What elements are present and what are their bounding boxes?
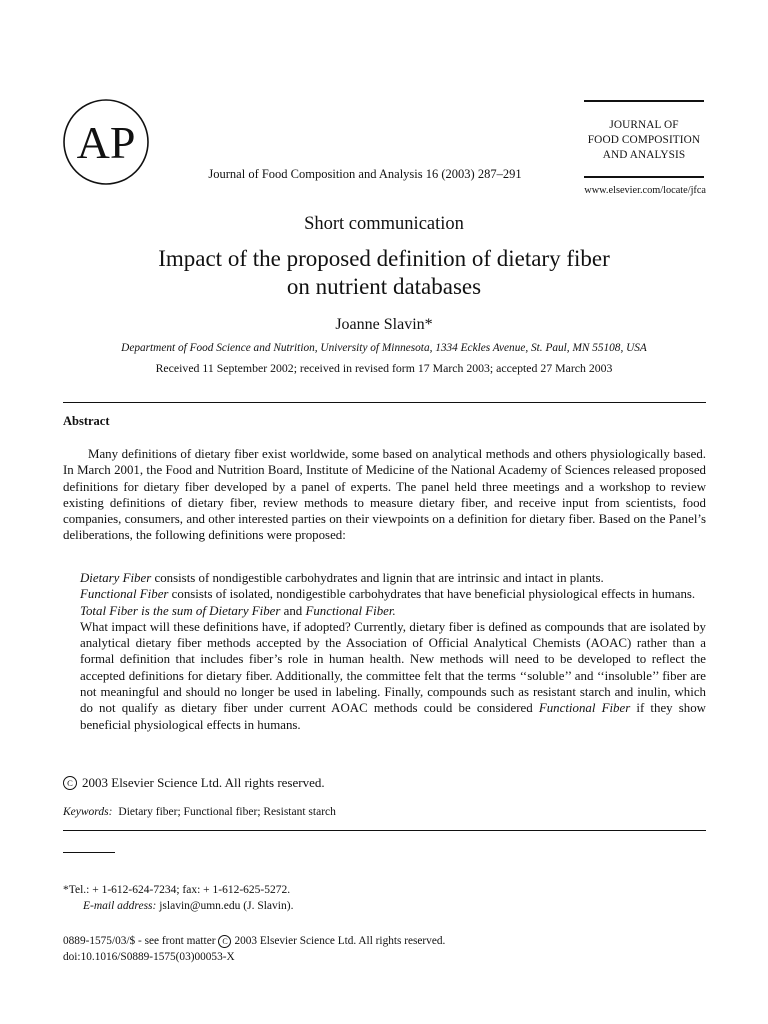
para2-a: What impact will these definitions have, if adopted? Currently, dietary fiber is defined as compounds that are isolated by analytical dietary fiber methods accepted by the Association of Official Analytical Chemists (AOAC) rather than a formal definition that includes fiber’s role in human health. New methods will need to be developed to reflect the accepted definitions for dietary fiber. Additionally, the committee felt that the terms ‘‘soluble’’ and ‘‘insoluble’’ fiber are not meaningful and should no longer be used in labeling. Finally, compounds such as resistant starch and inulin, which do not qualify as dietary fiber under current AOAC methods could be considered: [80, 619, 706, 716]
abstract-paragraph: [63, 446, 706, 544]
publisher-logo: [62, 98, 150, 186]
def3-term-b: Functional Fiber.: [305, 603, 396, 618]
keywords-list: Dietary fiber; Functional fiber; Resistant starch: [118, 806, 336, 818]
keywords: [63, 806, 336, 818]
def2-text: consists of isolated, nondigestible carbohydrates that have beneficial physiological effects in humans.: [168, 587, 696, 602]
def3-pre: Total Fiber is the sum of: [80, 603, 210, 618]
article-dates: Received 11 September 2002; received in revised form 17 March 2003; accepted 27 March 2003: [155, 361, 613, 375]
def3-term-a: Dietary Fiber: [209, 603, 281, 618]
def2-term: Functional Fiber: [80, 587, 169, 602]
logo-lettering: AP: [76, 117, 136, 168]
def1-text: consists of nondigestible carbohydrates and lignin that are intrinsic and intact in plants.: [151, 571, 604, 585]
article-title-line2: on nutrient databases: [286, 274, 482, 299]
definitions-block: [80, 570, 706, 733]
abstract-copyright: [63, 775, 325, 791]
journal-citation: Journal of Food Composition and Analysis 16 (2003) 287–291: [208, 167, 522, 181]
definition-dietary-fiber: [80, 570, 706, 586]
definition-functional-fiber: [80, 586, 706, 602]
page-footer: [63, 933, 445, 965]
author-name: Joanne Slavin*: [335, 316, 433, 333]
footnote: [63, 882, 293, 914]
article-title-line1: Impact of the proposed definition of dietary fiber: [158, 246, 610, 271]
abstract-top-rule: [63, 402, 706, 403]
footer-doi[interactable]: doi:10.1016/S0889-1575(03)00053-X: [63, 951, 235, 963]
abstract-para1-text: Many definitions of dietary fiber exist worldwide, some based on analytical methods and others physiologically based. In March 2001, the Food and Nutrition Board, Institute of Medicine of the National Academy of Sciences released proposed definitions for dietary fiber developed by a panel of experts. The panel held three meetings and a workshop to review existing definitions of dietary fiber, review methods to measure dietary fiber, and receive input from scientists, food companies, consumers, and other interested parties on their viewpoints on a definition for dietary fiber. Based on the Panel’s deliberations, the following definitions were proposed:: [63, 447, 706, 543]
journal-name-line2: FOOD COMPOSITION: [587, 134, 701, 146]
article-title: [60, 245, 708, 301]
email-address[interactable]: jslavin@umn.edu (J. Slavin).: [156, 900, 294, 912]
section-label: Short communication: [304, 214, 464, 234]
keywords-label: Keywords:: [63, 806, 113, 818]
para2-b: if they show beneficial physiological effects in humans.: [80, 701, 706, 732]
journal-name: [578, 118, 710, 163]
footnote-rule: [63, 852, 115, 853]
copyright-icon: C: [63, 776, 77, 790]
author-affiliation: Department of Food Science and Nutrition, University of Minnesota, 1334 Eckles Avenue, St. Paul, MN 55108, USA: [121, 342, 647, 354]
journal-rule-top: [584, 100, 704, 102]
keywords-bottom-rule: [63, 830, 706, 831]
def1-term: Dietary Fiber: [80, 571, 152, 585]
copyright-text: 2003 Elsevier Science Ltd. All rights reserved.: [82, 775, 325, 790]
footer-copyright-icon: C: [218, 935, 231, 948]
para2-term: Functional Fiber: [538, 701, 631, 716]
footnote-contact: *Tel.: + 1-612-624-7234; fax: + 1-612-625-5272.: [63, 884, 291, 896]
footer-copyright: 2003 Elsevier Science Ltd. All rights reserved.: [234, 935, 446, 947]
abstract-heading: Abstract: [63, 414, 110, 428]
footer-issn-line: [63, 933, 445, 949]
definition-total-fiber: [80, 603, 706, 619]
footer-issn: 0889-1575/03/$ - see front matter: [63, 935, 216, 947]
def3-mid: and: [280, 603, 306, 618]
footnote-email-line: [63, 898, 293, 914]
email-label: E-mail address:: [83, 900, 157, 912]
journal-name-line3: AND ANALYSIS: [602, 149, 686, 161]
journal-name-line1: JOURNAL OF: [609, 119, 679, 131]
journal-rule-bottom: [584, 176, 704, 178]
abstract-para2: [80, 619, 706, 733]
journal-url[interactable]: www.elsevier.com/locate/jfca: [584, 185, 706, 196]
